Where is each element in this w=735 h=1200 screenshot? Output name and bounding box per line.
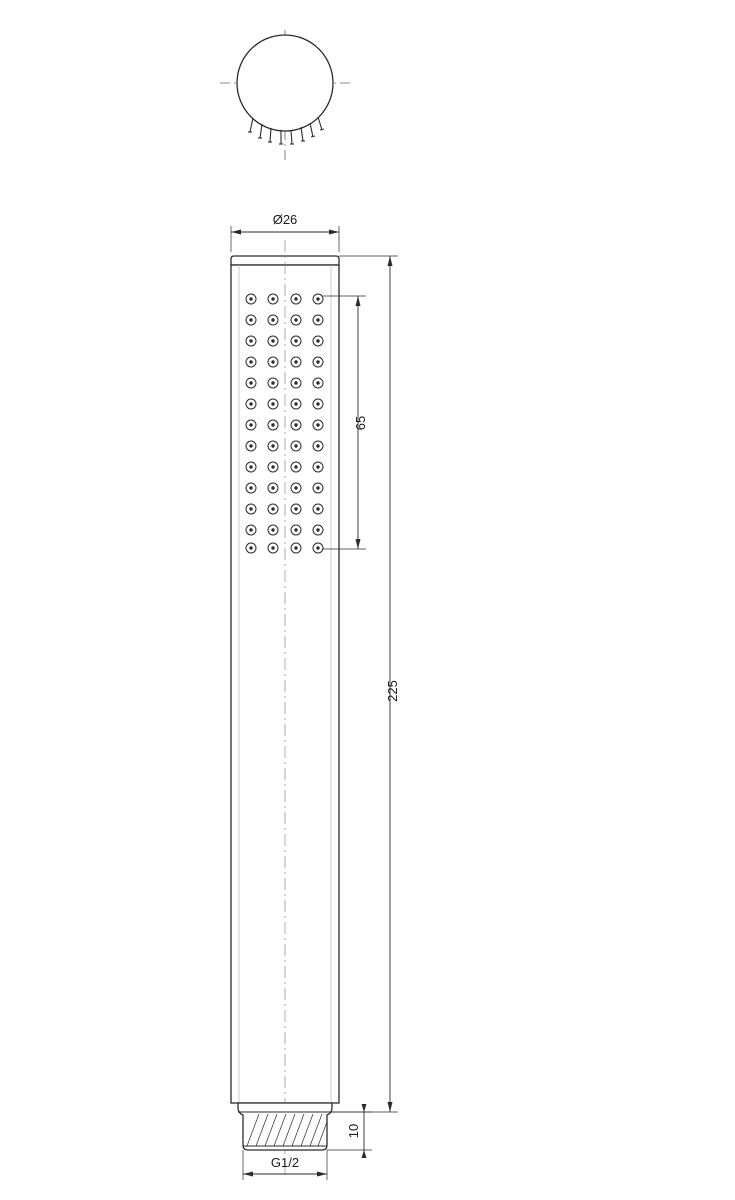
arrow-225-bottom [388, 1102, 393, 1112]
dimension-diameter-label: Ø26 [272, 212, 298, 227]
top-view-group [220, 30, 350, 160]
arrow-65-top [356, 296, 361, 306]
arrow-thread-right [317, 1172, 327, 1177]
top-view-outer-circle [237, 35, 333, 131]
connector-outline [238, 1103, 332, 1150]
arrow-10-top [362, 1104, 367, 1112]
dimension-thread-size-label: G1/2 [270, 1155, 300, 1170]
front-view-group [231, 240, 339, 1175]
dimension-spray-face-label: 65 [353, 415, 368, 431]
arrow-dia-right [329, 230, 339, 235]
dimension-overall-length [332, 256, 400, 1112]
arrow-thread-left [243, 1172, 253, 1177]
dimension-thread-size [243, 1150, 327, 1180]
arrow-225-top [388, 256, 393, 266]
dimension-connector-length [327, 1104, 372, 1158]
threaded-connector [238, 1103, 332, 1150]
dimension-overall-length-label: 225 [385, 680, 400, 702]
dimension-connector-length-label: 10 [346, 1123, 361, 1139]
arrow-10-bottom [362, 1150, 367, 1158]
arrow-65-bottom [356, 539, 361, 549]
arrow-dia-left [231, 230, 241, 235]
